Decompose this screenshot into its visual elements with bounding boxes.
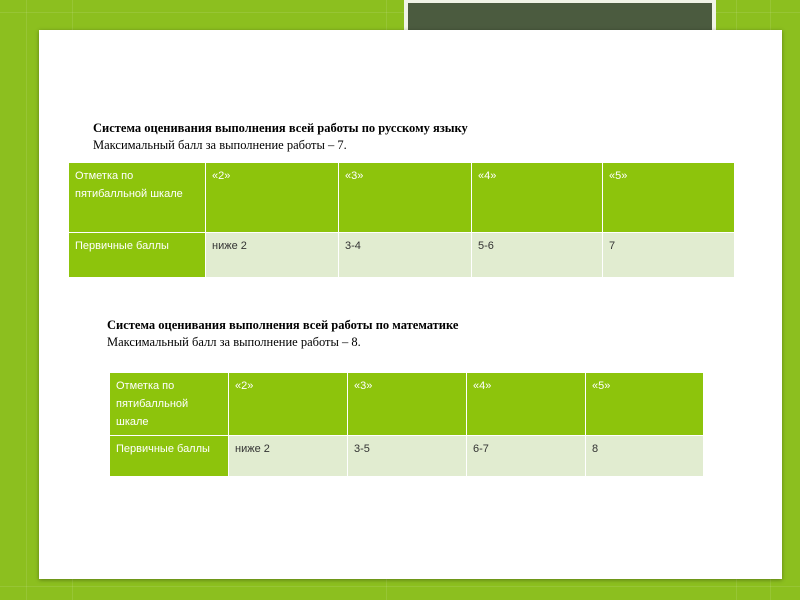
header-cell-grade-4: «4» [472, 163, 603, 233]
cell-points-grade-5: 8 [586, 436, 704, 477]
header-cell-grade-3: «3» [339, 163, 472, 233]
table-row [69, 233, 735, 278]
cell-points-grade-4: 6-7 [467, 436, 586, 477]
header-cell-grade-3: «3» [348, 373, 467, 436]
header-cell-grade-5: «5» [586, 373, 704, 436]
math-subtitle: Максимальный балл за выполнение работы – 8. [107, 335, 361, 349]
cell-points-grade-3: 3-5 [348, 436, 467, 477]
cell-points-grade-2: ниже 2 [229, 436, 348, 477]
header-cell-grade-2: «2» [206, 163, 339, 233]
cell-points-grade-4: 5-6 [472, 233, 603, 278]
row-label-primary-points: Первичные баллы [69, 233, 206, 278]
cell-points-grade-2: ниже 2 [206, 233, 339, 278]
header-cell-scale: Отметка по пятибалльной шкале [69, 163, 206, 233]
table-row [110, 436, 704, 477]
russian-grade-table [68, 162, 735, 278]
header-cell-grade-2: «2» [229, 373, 348, 436]
table-header-row [110, 373, 704, 436]
cell-points-grade-5: 7 [603, 233, 735, 278]
math-title: Система оценивания выполнения всей работы по математике [107, 318, 459, 332]
russian-title: Система оценивания выполнения всей работы по русскому языку [93, 121, 468, 135]
table-header-row [69, 163, 735, 233]
background-line [0, 586, 800, 587]
header-cell-scale: Отметка по пятибалльной шкале [110, 373, 229, 436]
russian-heading [93, 120, 468, 154]
slide-panel [39, 30, 782, 579]
header-cell-grade-4: «4» [467, 373, 586, 436]
header-cell-grade-5: «5» [603, 163, 735, 233]
math-grade-table [109, 372, 704, 477]
background-line [26, 0, 27, 600]
russian-subtitle: Максимальный балл за выполнение работы – 7. [93, 138, 347, 152]
row-label-primary-points: Первичные баллы [110, 436, 229, 477]
math-heading [107, 317, 458, 351]
cell-points-grade-3: 3-4 [339, 233, 472, 278]
